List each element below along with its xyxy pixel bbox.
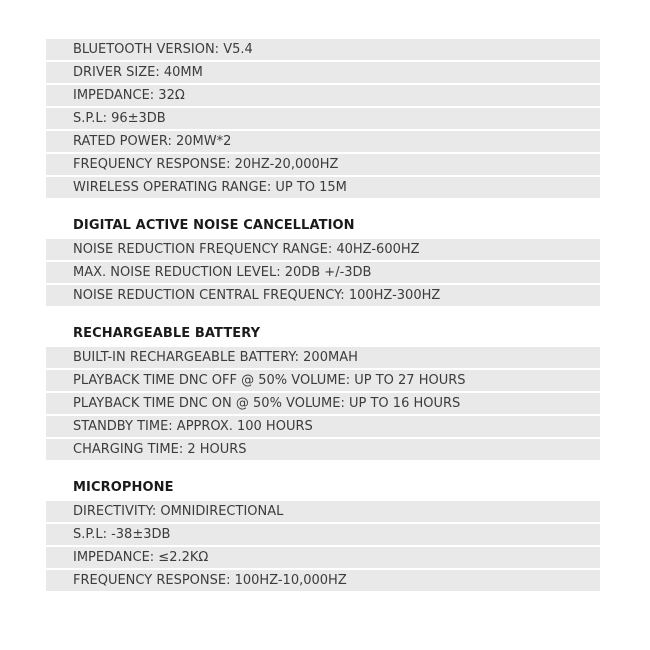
spec-row-driver-size: DRIVER SIZE: 40MM: [46, 62, 600, 83]
spec-row-playback-dnc-off: PLAYBACK TIME DNC OFF @ 50% VOLUME: UP TO 27 HOURS: [46, 370, 600, 391]
spec-row-mic-impedance: IMPEDANCE: ≤2.2KΩ: [46, 547, 600, 568]
spec-row-spl: S.P.L: 96±3DB: [46, 108, 600, 129]
spec-row-noise-reduction-range: NOISE REDUCTION FREQUENCY RANGE: 40HZ-600HZ: [46, 239, 600, 260]
spec-row-directivity: DIRECTIVITY: OMNIDIRECTIONAL: [46, 501, 600, 522]
spec-section-noise-cancellation: [46, 215, 600, 306]
spec-row-rated-power: RATED POWER: 20MW*2: [46, 131, 600, 152]
spec-row-frequency-response: FREQUENCY RESPONSE: 20HZ-20,000HZ: [46, 154, 600, 175]
spec-row-playback-dnc-on: PLAYBACK TIME DNC ON @ 50% VOLUME: UP TO 16 HOURS: [46, 393, 600, 414]
spec-row-mic-frequency-response: FREQUENCY RESPONSE: 100HZ-10,000HZ: [46, 570, 600, 591]
spec-row-mic-spl: S.P.L: -38±3DB: [46, 524, 600, 545]
spec-row-impedance: IMPEDANCE: 32Ω: [46, 85, 600, 106]
spec-row-wireless-range: WIRELESS OPERATING RANGE: UP TO 15M: [46, 177, 600, 198]
section-heading-noise-cancellation: DIGITAL ACTIVE NOISE CANCELLATION: [73, 218, 355, 233]
spec-row-noise-reduction-central: NOISE REDUCTION CENTRAL FREQUENCY: 100HZ-300HZ: [46, 285, 600, 306]
spec-row-max-noise-reduction: MAX. NOISE REDUCTION LEVEL: 20DB +/-3DB: [46, 262, 600, 283]
spec-section-battery: [46, 323, 600, 460]
spec-row-standby-time: STANDBY TIME: APPROX. 100 HOURS: [46, 416, 600, 437]
spec-sheet: [46, 39, 600, 593]
section-heading-microphone: MICROPHONE: [73, 480, 174, 495]
spec-row-battery-capacity: BUILT-IN RECHARGEABLE BATTERY: 200MAH: [46, 347, 600, 368]
spec-row-charging-time: CHARGING TIME: 2 HOURS: [46, 439, 600, 460]
spec-section-microphone: [46, 477, 600, 591]
spec-row-bluetooth-version: BLUETOOTH VERSION: V5.4: [46, 39, 600, 60]
section-heading-battery: RECHARGEABLE BATTERY: [73, 326, 261, 341]
spec-section-general: [46, 39, 600, 198]
